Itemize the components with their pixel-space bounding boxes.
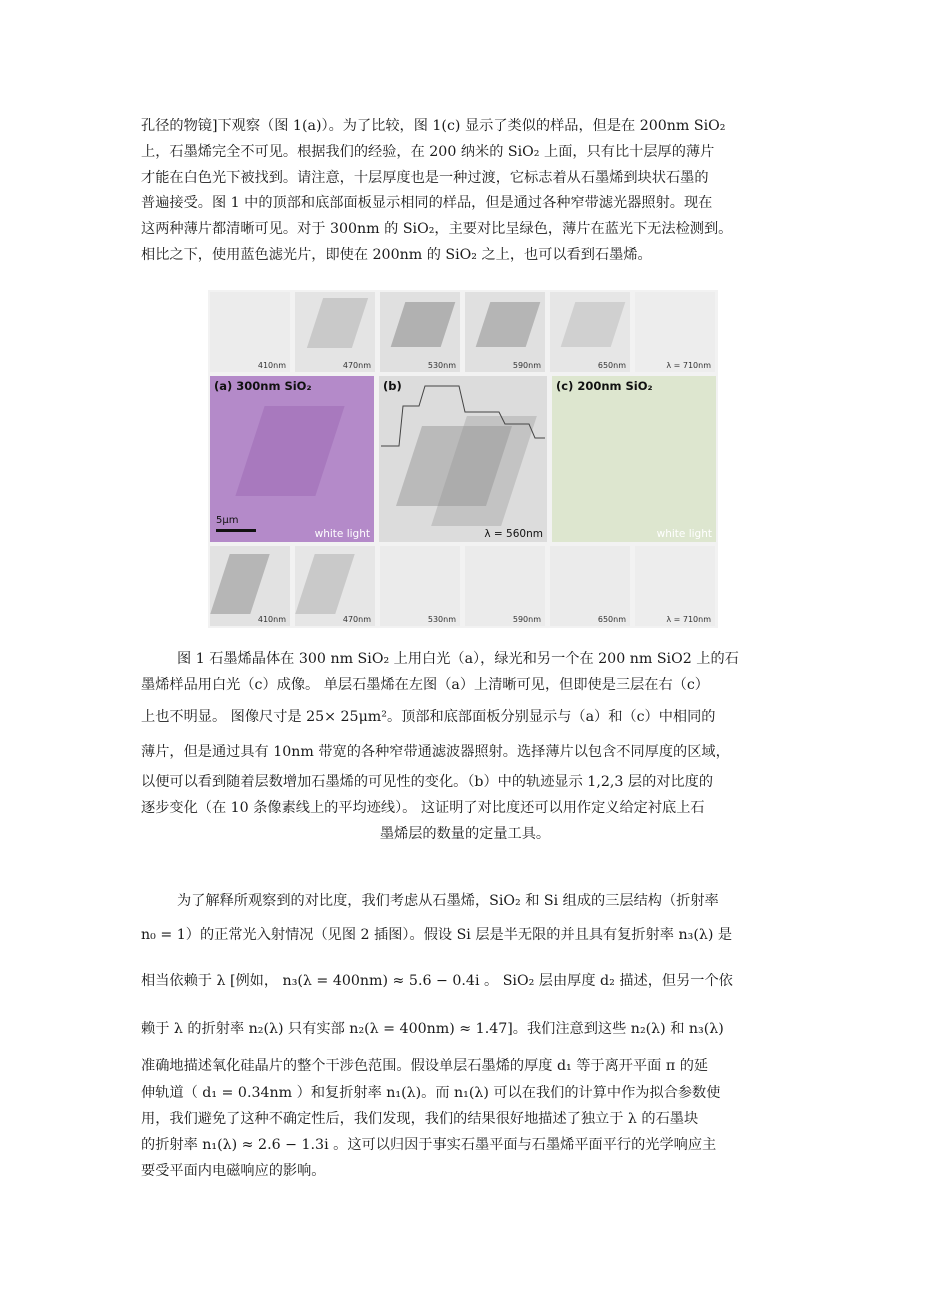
- top-tile-label: 470nm: [342, 361, 371, 370]
- caption-line-5: 以便可以看到随着层数增加石墨烯的可见性的变化。（b）中的轨迹显示 1,2,3 层的对比度的: [141, 774, 714, 790]
- panel-b-label: λ = 560nm: [484, 528, 543, 540]
- top-tile-label: 530nm: [427, 361, 456, 370]
- bottom-tile-2: [295, 546, 375, 626]
- top-tile-6: [635, 292, 715, 372]
- panel-a-label: white light: [314, 528, 370, 540]
- bottom-tile-4: [465, 546, 545, 626]
- top-tile-3: [380, 292, 460, 372]
- para1-line-3: 才能在白色光下被找到。请注意，十层厚度也是一种过渡，它标志着从石墨烯到块状石墨的: [141, 169, 709, 186]
- caption-line-6: 逐步变化（在 10 条像素线上的平均迹线）。 这证明了对比度还可以用作定义给定衬底上石: [141, 800, 705, 816]
- panel-c-title: (c) 200nm SiO₂: [556, 379, 653, 393]
- bottom-tile-label: 650nm: [597, 615, 626, 624]
- scale-bar-label: 5μm: [216, 515, 239, 526]
- top-tile-label: 410nm: [257, 361, 286, 370]
- bottom-tile-6: [635, 546, 715, 626]
- bottom-tile-3: [380, 546, 460, 626]
- para2-line-5: 准确地描述氧化硅晶片的整个干涉色范围。假设单层石墨烯的厚度 d₁ 等于离开平面 π 的延: [141, 1058, 709, 1074]
- panel-c-label: white light: [656, 528, 712, 540]
- caption-line-7: 墨烯层的数量的定量工具。: [379, 826, 551, 842]
- top-tile-5: [550, 292, 630, 372]
- panel-b-title: (b): [383, 379, 402, 393]
- para2-line-3: 相当依赖于 λ [例如， n₃(λ = 400nm) ≈ 5.6 − 0.4i 。 SiO₂ 层由厚度 d₂ 描述，但另一个依: [141, 973, 733, 989]
- para1-line-5: 这两种薄片都清晰可见。对于 300nm 的 SiO₂，主要对比呈绿色，薄片在蓝光下无法检测到。: [141, 221, 733, 238]
- figure-1: [208, 290, 718, 628]
- para2-line-9: 要受平面内电磁响应的影响。: [141, 1163, 326, 1179]
- panel-a: [210, 376, 374, 542]
- bottom-tile-label: 410nm: [257, 615, 286, 624]
- top-tile-label: λ = 710nm: [666, 361, 711, 370]
- bottom-tile-1: [210, 546, 290, 626]
- para1-line-6: 相比之下，使用蓝色滤光片，即使在 200nm 的 SiO₂ 之上，也可以看到石墨烯。: [141, 246, 652, 263]
- para2-line-7: 用，我们避免了这种不确定性后，我们发现，我们的结果很好地描述了独立于 λ 的石墨块: [141, 1111, 699, 1127]
- para2-line-2: n₀ = 1）的正常光入射情况（见图 2 插图）。假设 Si 层是半无限的并且具有复折射率 n₃(λ) 是: [141, 927, 733, 943]
- para2-line-8: 的折射率 n₁(λ) ≈ 2.6 − 1.3i 。这可以归因于事实石墨平面与石墨烯平面平行的光学响应主: [141, 1137, 717, 1153]
- paragraph-1: [141, 114, 789, 269]
- caption-line-1: 图 1 石墨烯晶体在 300 nm SiO₂ 上用白光（a），绿光和另一个在 200 nm SiO2 上的石: [177, 651, 739, 667]
- figure-caption: [141, 647, 789, 847]
- bottom-tile-5: [550, 546, 630, 626]
- scale-bar: [216, 529, 256, 532]
- top-tile-label: 590nm: [512, 361, 541, 370]
- para1-line-1: 孔径的物镜]下观察（图 1(a)）。为了比较，图 1(c) 显示了类似的样品，但是在 200nm SiO₂: [141, 118, 726, 134]
- caption-line-4: 薄片，但是通过具有 10nm 带宽的各种窄带通滤波器照射。选择薄片以包含不同厚度的区域，: [141, 744, 730, 760]
- contrast-trace: [379, 376, 547, 542]
- top-tile-2: [295, 292, 375, 372]
- para2-line-4: 赖于 λ 的折射率 n₂(λ) 只有实部 n₂(λ = 400nm) ≈ 1.47]。我们注意到这些 n₂(λ) 和 n₃(λ): [141, 1021, 724, 1037]
- caption-line-2: 墨烯样品用白光（c）成像。 单层石墨烯在左图（a）上清晰可见，但即使是三层在右（c）: [141, 677, 709, 693]
- bottom-tile-label: 590nm: [512, 615, 541, 624]
- paragraph-2: [141, 888, 789, 1184]
- para2-line-6: 伸轨道（ d₁ = 0.34nm ）和复折射率 n₁(λ)。而 n₁(λ) 可以在我们的计算中作为拟合参数使: [141, 1085, 721, 1101]
- top-tile-1: [210, 292, 290, 372]
- para2-line-1: 为了解释所观察到的对比度，我们考虑从石墨烯，SiO₂ 和 Si 组成的三层结构（折射率: [177, 893, 719, 909]
- panel-b: [379, 376, 547, 542]
- caption-line-3: 上也不明显。 图像尺寸是 25× 25μm²。顶部和底部面板分别显示与（a）和（c）中相同的: [141, 709, 716, 725]
- bottom-tile-label: λ = 710nm: [666, 615, 711, 624]
- panel-c: [552, 376, 716, 542]
- bottom-tile-label: 530nm: [427, 615, 456, 624]
- para1-line-2: 上，石墨烯完全不可见。根据我们的经验，在 200 纳米的 SiO₂ 上面，只有比十层厚的薄片: [141, 143, 715, 160]
- top-tile-label: 650nm: [597, 361, 626, 370]
- top-tile-4: [465, 292, 545, 372]
- para1-line-4: 普遍接受。图 1 中的顶部和底部面板显示相同的样品，但是通过各种窄带滤光器照射。现在: [141, 195, 713, 212]
- bottom-tile-label: 470nm: [342, 615, 371, 624]
- panel-a-title: (a) 300nm SiO₂: [214, 379, 312, 393]
